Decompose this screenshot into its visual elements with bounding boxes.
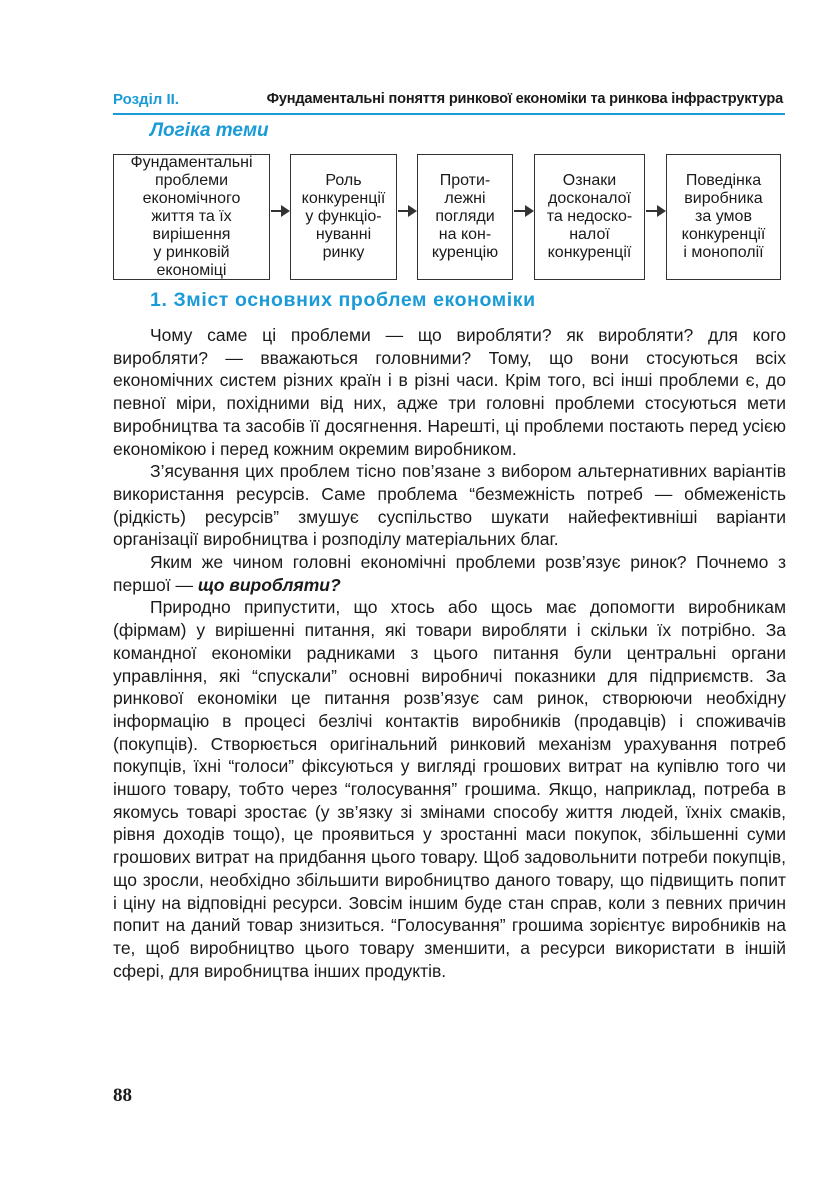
header-section-label: Розділ ІІ. [113,91,179,108]
flow-arrow-2 [398,205,417,217]
flow-box-2 [290,154,397,280]
flow-box-5-label: Поведінка виробника за умов конкуренції і монополії [681,172,766,261]
paragraph-3-text: Яким же чином головні економічні проблеми розв’язує ринок? Почнемо з першої — [113,552,786,595]
paragraph-2: З’ясування цих проблем тісно пов’язане з вибором альтернативних варіантів використання ресурсів. Саме проблема “безмежність потреб — обмеженість (рідкість) ресурсів” змушує суспільство шукати найефективніші варіанти організації виробництва і розподілу матеріальних благ. [113,461,786,550]
flow-arrow-1 [271,205,290,217]
topic-flow-diagram [0,0,840,300]
paragraph-3-emphasis: що виробляти? [197,574,341,595]
paragraph-1: Чому саме ці проблеми — що виробляти? як виробляти? для кого виробляти? — вважаються головними? Тому, що вони стосуються всіх економічних систем різних країн і в різні часи. Крім того, всі інші проблеми є, до певної міри, похідними від них, адже три головні проблеми стосуються мети виробництва та засобів її досягнення. Нарешті, ці проблеми постають перед усією економікою і перед кожним окремим виробником. [113,325,786,459]
topic-logic-title: Логіка теми [150,120,269,141]
flow-box-1-label: Фундаментальні проблеми економічного життя та їх вирішення у ринковій економіці [130,154,253,279]
flow-box-5 [666,154,781,280]
flow-box-3 [417,154,513,280]
paragraph-4: Природно припустити, що хтось або щось має допомогти виробникам (фірмам) у вирішенні питання, які товари виробляти і скільки їх потрібно. За командної економіки радниками з цього питання були центральні органи управління, які “спускали” основні виробничі показники для підприємств. За ринкової економіки це питання розв’язує сам ринок, створюючи необхідну інформацію в процесі безлічі контактів виробників (продавців) і споживачів (покупців). Створюється оригінальний ринковий механізм урахування потреб покупців, їхні “голоси” фіксуються у вигляді грошових витрат на купівлю того чи іншого товару, тобто через “голосування” грошима. Якщо, наприклад, потреба в якомусь товарі зростає (у зв’язку зі змінами способу життя людей, їхніх смаків, рівня доходів тощо), це проявиться у зростанні маси покупок, збільшенні суми грошових витрат на придбання цього товару. Щоб задовольнити потреби покупців, що зросли, необхідно збільшити виробництво даного товару, що підвищить попит і ціну на відповідні ресурси. Зовсім іншим буде стан справ, коли з певних причин попит на даний товар знизиться. “Голосування” грошима зорієнтує виробників на те, щоб виробництво цього товару зменшити, а ресурси використати в іншій сфері, для виробництва інших продуктів. [113,597,786,981]
flow-box-4-label: Ознаки досконалої та недоско- налої конкуренції [546,172,633,261]
flow-box-1 [113,154,270,280]
flow-box-2-label: Роль конкуренції у функціо- нуванні ринку [301,172,386,261]
flow-arrow-3 [514,205,534,217]
flow-box-4 [534,154,645,280]
paragraph-3 [113,551,786,596]
section-heading: 1. Зміст основних проблем економіки [150,289,536,311]
header-chapter-title: Фундаментальні поняття ринкової економіки та ринкова інфраструктура [266,91,783,107]
body-text [113,324,786,982]
flow-arrow-4 [646,205,666,217]
page-number: 88 [113,1085,132,1106]
flow-box-3-label: Проти- лежні погляди на кон- куренцію [431,172,499,261]
